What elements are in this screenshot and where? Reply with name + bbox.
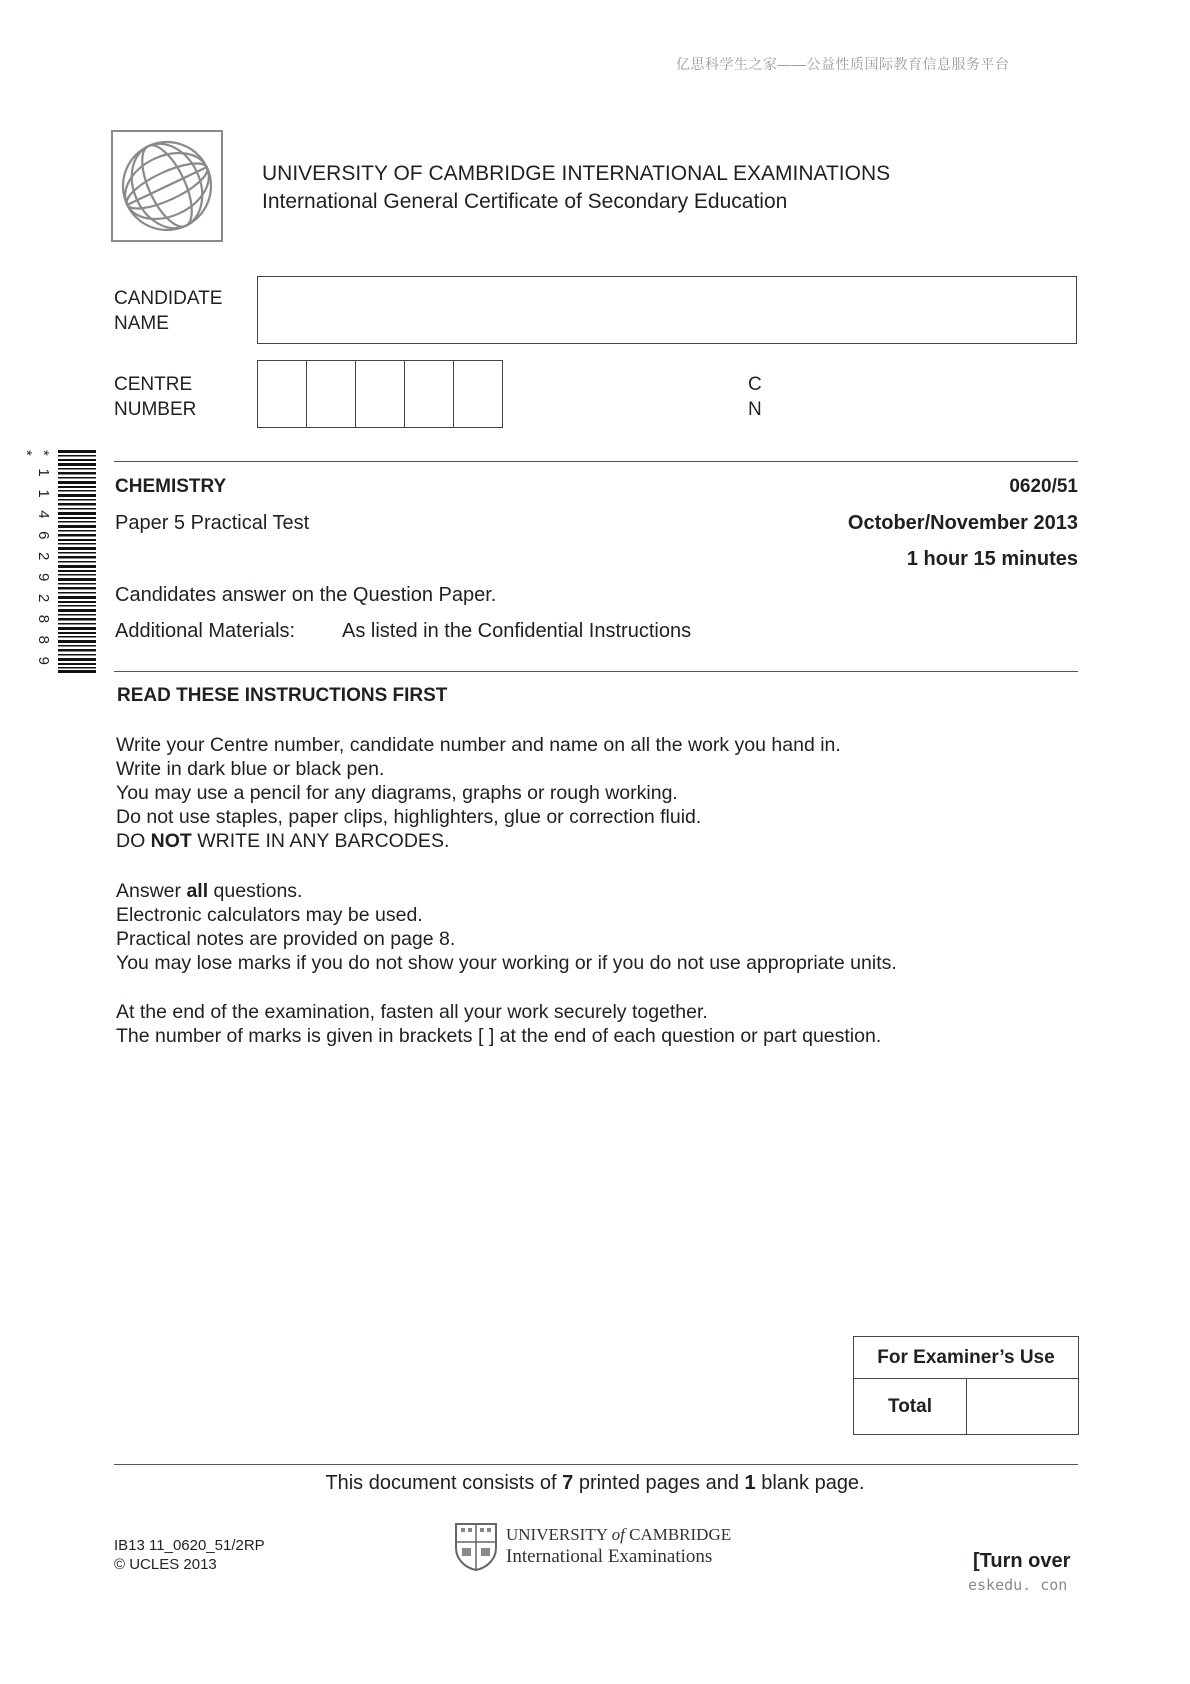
candidate-name-label: CANDIDATE NAME — [114, 288, 223, 334]
candidate-number-label: C N — [748, 374, 762, 420]
centre-digit-box[interactable] — [258, 361, 307, 427]
centre-digit-box[interactable] — [356, 361, 405, 427]
divider — [114, 461, 1078, 462]
qualification-name: International General Certificate of Secondary Education — [262, 190, 788, 213]
instructions-block-2: Answer all questions. Electronic calculators may be used. Practical notes are provided on page 8. You may lose marks if you do not show your working or if you do not use appropriate units. — [116, 880, 897, 974]
exam-duration: 1 hour 15 minutes — [906, 548, 1078, 570]
barcode — [58, 450, 96, 673]
subject: CHEMISTRY — [115, 476, 227, 497]
site-watermark: eskedu. con — [968, 1576, 1068, 1594]
centre-digit-box[interactable] — [405, 361, 454, 427]
paper-reference: IB13 11_0620_51/2RP — [114, 1537, 265, 1554]
crest-icon — [454, 1522, 498, 1572]
divider — [114, 671, 1078, 672]
cambridge-logo — [454, 1522, 731, 1572]
copyright: © UCLES 2013 — [114, 1556, 217, 1573]
watermark-text: 亿思科学生之家——公益性质国际教育信息服务平台 — [676, 56, 1010, 72]
turn-over-label: [Turn over — [973, 1550, 1071, 1572]
footer-reference — [114, 1536, 265, 1574]
university-name: UNIVERSITY OF CAMBRIDGE INTERNATIONAL EXAMINATIONS — [262, 162, 891, 185]
logo-of: of — [611, 1525, 625, 1544]
globe-logo — [111, 130, 223, 242]
logo-cambridge: CAMBRIDGE — [629, 1525, 732, 1544]
barcode-digits: * 1 1 4 6 2 9 2 8 8 9 * — [18, 450, 52, 670]
examiner-use-table — [853, 1336, 1079, 1435]
instructions-block-1: Write your Centre number, candidate number and name on all the work you hand in. Write in dark blue or black pen. You may use a pencil for any diagrams, graphs or rough working. Do not use staples, paper clips, highlighters, glue or correction fluid. DO NOT WRITE IN ANY BARCODES. — [116, 734, 841, 852]
materials-value: As listed in the Confidential Instructions — [342, 620, 692, 642]
exam-session: October/November 2013 — [847, 512, 1078, 534]
centre-number-label: CENTRE NUMBER — [114, 374, 197, 420]
instructions-heading: READ THESE INSTRUCTIONS FIRST — [117, 685, 448, 706]
centre-digit-box[interactable] — [454, 361, 502, 427]
page-count-note: This document consists of 7 printed pages and 1 blank page. — [325, 1472, 865, 1494]
candidate-name-field[interactable] — [257, 276, 1077, 344]
paper-code: 0620/51 — [1009, 476, 1078, 497]
divider — [114, 1464, 1078, 1465]
answer-note: Candidates answer on the Question Paper. — [115, 584, 497, 606]
examiner-use-heading: For Examiner’s Use — [854, 1337, 1079, 1379]
materials-label: Additional Materials: — [115, 620, 296, 642]
globe-icon — [113, 132, 221, 240]
paper-title: Paper 5 Practical Test — [115, 512, 310, 534]
centre-number-field[interactable] — [257, 360, 503, 428]
exam-board-header — [262, 160, 890, 216]
logo-university: UNIVERSITY — [506, 1525, 608, 1544]
total-mark-cell[interactable] — [967, 1379, 1079, 1435]
total-label: Total — [854, 1379, 967, 1435]
instructions-block-3: At the end of the examination, fasten all your work securely together. The number of marks is given in brackets [ ] at the end of each question or part question. — [116, 1001, 882, 1047]
centre-digit-box[interactable] — [307, 361, 356, 427]
logo-subtitle: International Examinations — [506, 1546, 713, 1567]
